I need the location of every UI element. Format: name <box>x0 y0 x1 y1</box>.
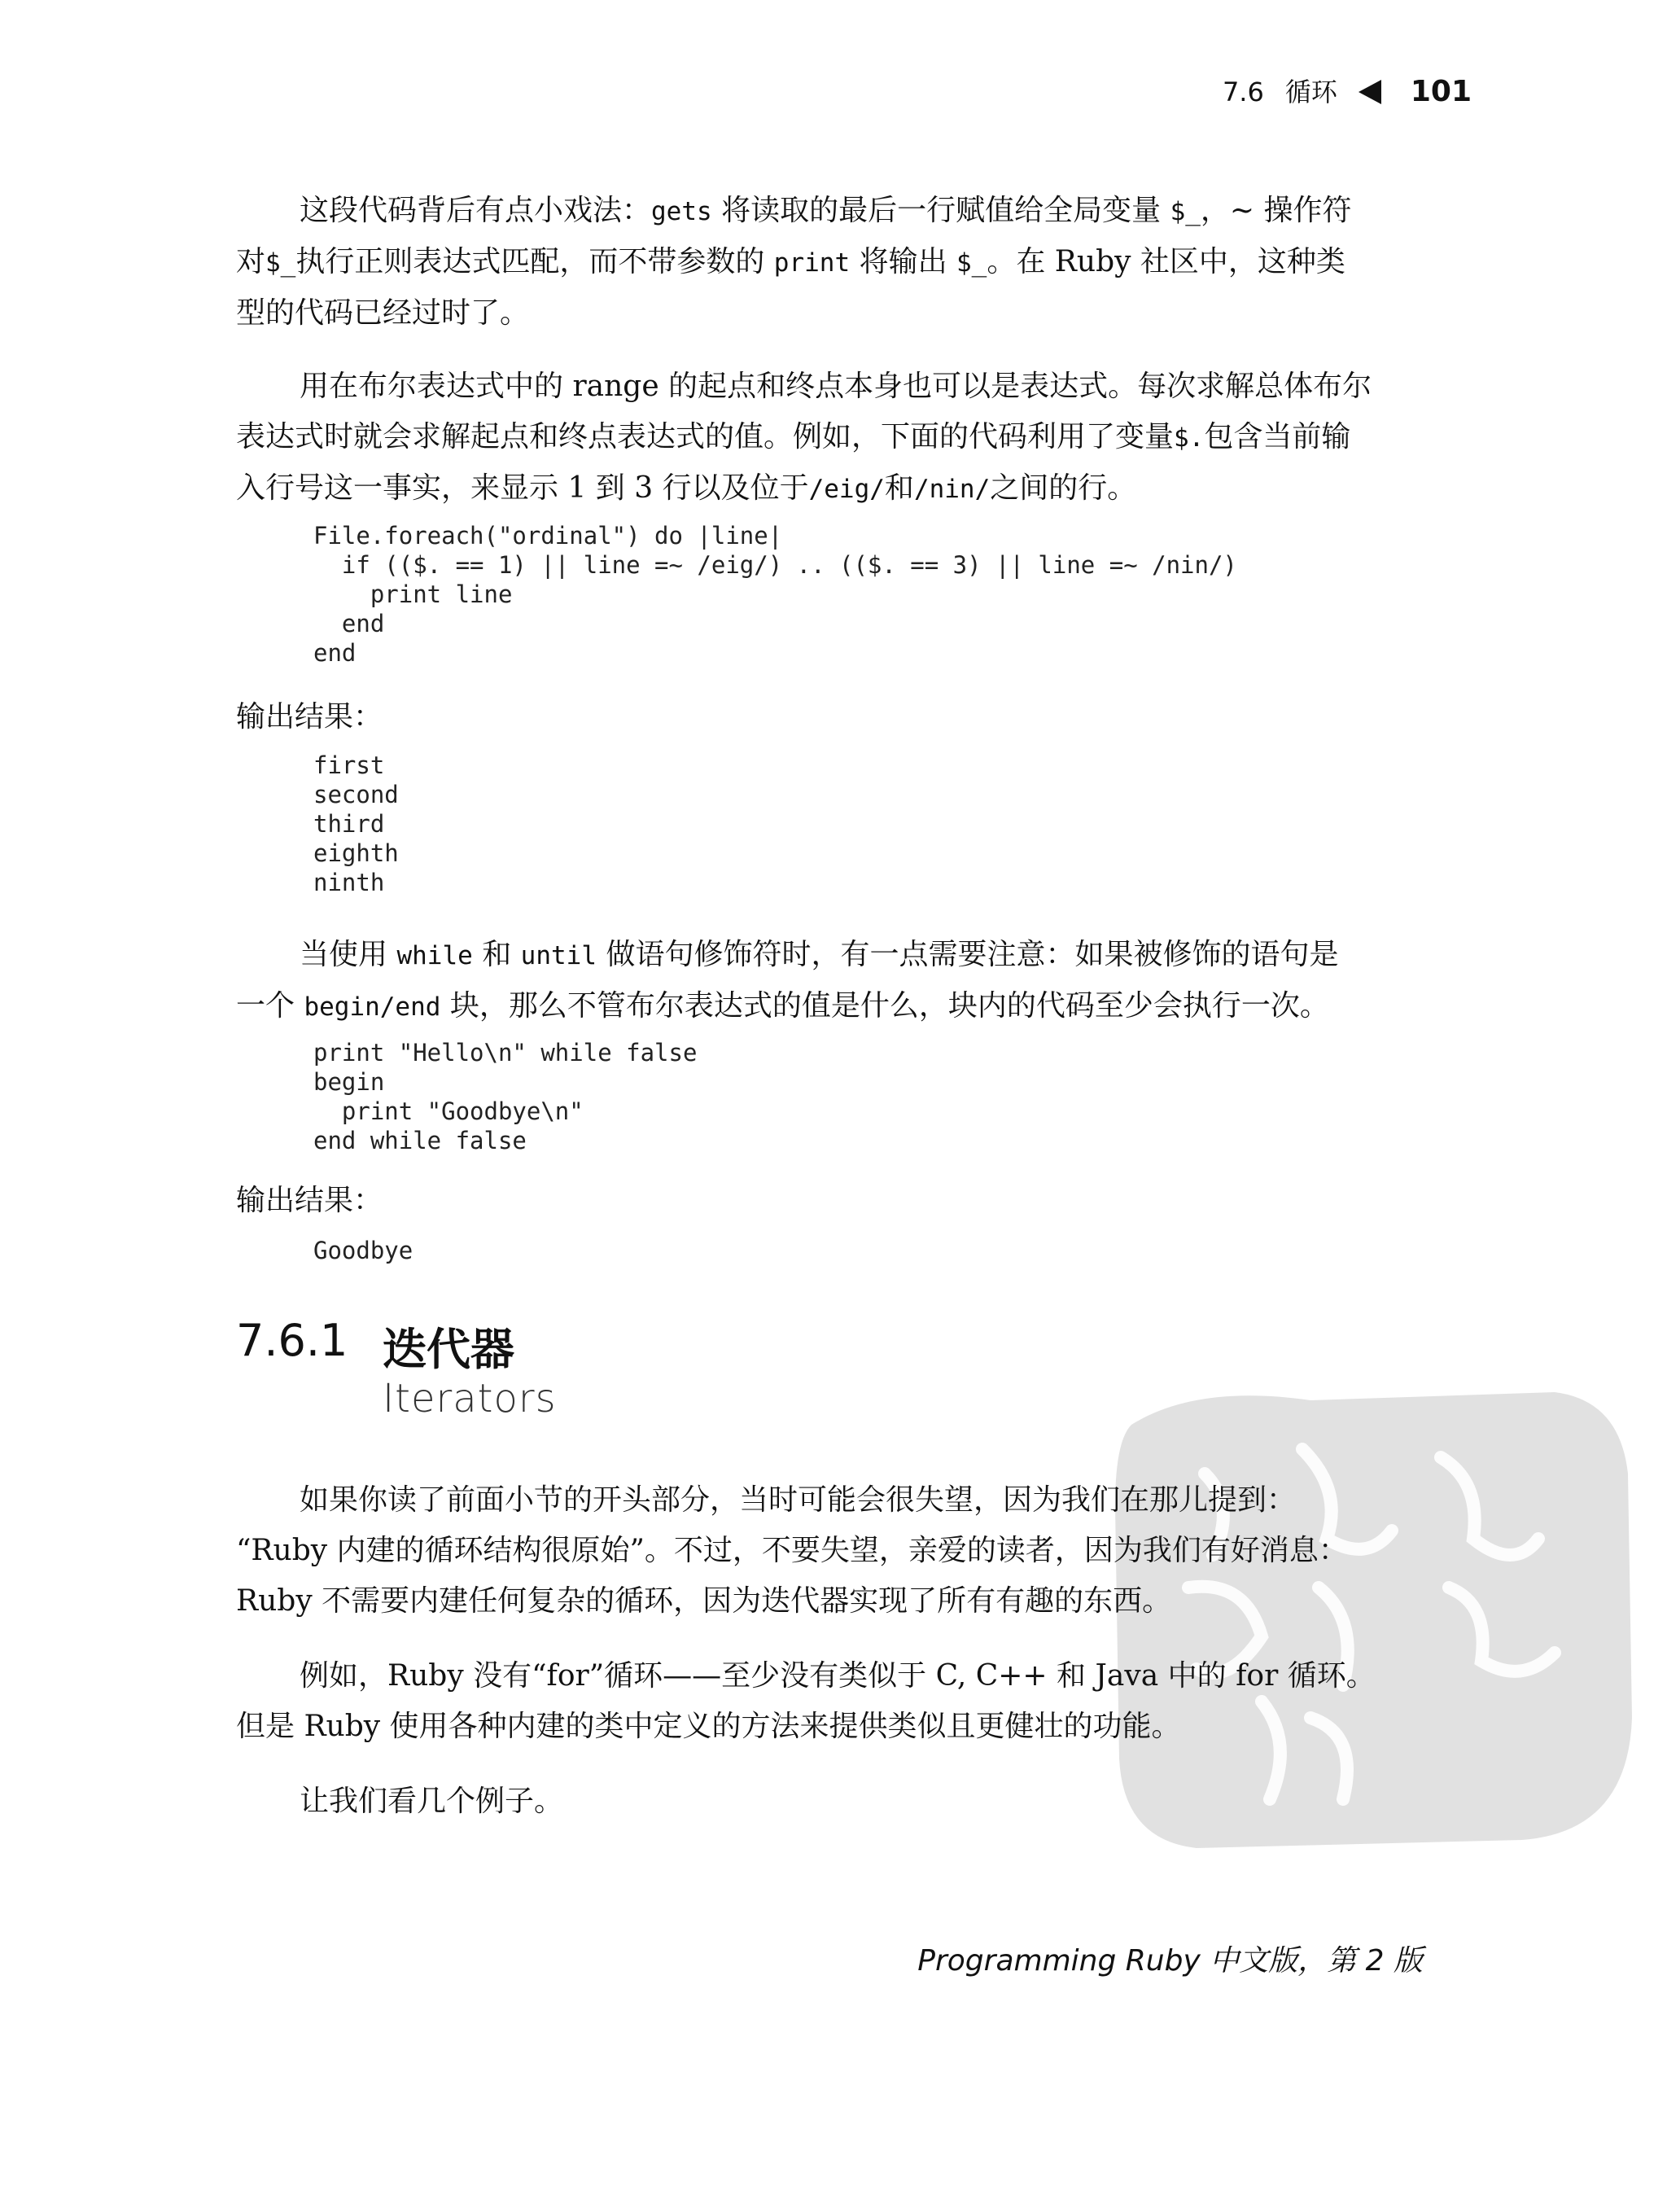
paragraph-3-line-1 <box>236 930 1424 981</box>
inline-code: $_ <box>956 248 987 278</box>
text-run: 块，那么不管布尔表达式的值是什么，块内的代码至少会执行一次。 <box>440 989 1329 1023</box>
header-section-title: 循环 <box>1284 77 1337 107</box>
text-run: 和 <box>884 471 914 505</box>
text-run: 一个 <box>236 989 304 1023</box>
paragraph-2-line-2 <box>236 412 1424 463</box>
inline-code: /eig/ <box>808 475 885 504</box>
text-run: 做语句修饰符时，有一点需要注意：如果被修饰的语句是 <box>597 938 1339 971</box>
text-run: 将读取的最后一行赋值给全局变量 <box>711 194 1170 227</box>
output-block-2: Goodbye <box>313 1237 413 1264</box>
text-run: 执行正则表达式匹配，而不带参数的 <box>295 245 774 278</box>
section-subtitle: Iterators <box>383 1376 557 1421</box>
text-run: 包含当前输 <box>1204 420 1351 453</box>
inline-code: $. <box>1174 423 1205 453</box>
text-run: 和 <box>472 938 521 971</box>
paragraph-6-line-1: 让我们看几个例子。 <box>300 1785 564 1818</box>
paragraph-4-line-3: Ruby 不需要内建任何复杂的循环，因为迭代器实现了所有有趣的东西。 <box>236 1584 1172 1618</box>
inline-code: print <box>773 248 851 278</box>
paragraph-5-line-2: 但是 Ruby 使用各种内建的类中定义的方法来提供类似且更健壮的功能。 <box>236 1710 1181 1743</box>
page-number: 101 <box>1410 75 1472 108</box>
paragraph-1 <box>236 186 1424 339</box>
running-header <box>1223 72 1472 109</box>
paragraph-1-line-3: 型的代码已经过时了。 <box>236 296 530 330</box>
inline-code: /nin/ <box>913 475 991 504</box>
paragraph-3 <box>236 930 1424 1032</box>
inline-code: while <box>396 941 473 970</box>
text-run: 这段代码背后有点小戏法： <box>300 194 652 227</box>
output-label-1: 输出结果： <box>236 700 383 734</box>
paragraph-5-line-1: 例如，Ruby 没有“for”循环——至少没有类似于 C, C++ 和 Java 中的 for 循环。 <box>300 1659 1376 1693</box>
inline-code: gets <box>651 197 712 226</box>
inline-code: until <box>520 941 597 970</box>
text-run: 之间的行。 <box>990 471 1137 505</box>
output-label-2: 输出结果： <box>236 1184 383 1217</box>
inline-code: $_ <box>265 248 296 278</box>
output-block-1: first second third eighth ninth <box>313 751 399 896</box>
text-run: 当使用 <box>300 938 397 971</box>
header-section-number: 7.6 <box>1222 77 1264 107</box>
paragraph-4-line-2: “Ruby 内建的循环结构很原始”。不过，不要失望，亲爱的读者，因为我们有好消息： <box>236 1534 1348 1567</box>
inline-code: $_ <box>1170 197 1201 226</box>
running-footer: Programming Ruby 中文版，第 2 版 <box>917 1944 1423 1978</box>
paragraph-2 <box>236 361 1424 515</box>
paragraph-1-line-1 <box>236 186 1424 237</box>
text-run: ，~ 操作符 <box>1200 194 1352 227</box>
paragraph-3-line-2 <box>236 981 1424 1032</box>
text-run: 表达式时就会求解起点和终点表达式的值。例如，下面的代码利用了变量 <box>236 420 1175 453</box>
text-run: 入行号这一事实，来显示 1 到 3 行以及位于 <box>236 471 809 505</box>
inline-code: begin/end <box>304 992 441 1022</box>
text-run: 将输出 <box>850 245 957 278</box>
paragraph-4 <box>236 1475 1424 1627</box>
text-run: 对 <box>236 245 266 278</box>
code-block-2: print "Hello\n" while false begin print "Goodbye\n" end while false <box>313 1039 698 1154</box>
code-block-1: File.foreach("ordinal") do |line| if (($. == 1) || line =~ /eig/) .. (($. == 3) || line =~ /nin/) print line end end <box>313 522 1237 667</box>
paragraph-2-line-1: 用在布尔表达式中的 range 的起点和终点本身也可以是表达式。每次求解总体布尔 <box>300 370 1372 403</box>
paragraph-5 <box>236 1651 1424 1752</box>
paragraph-1-line-2 <box>236 237 1424 288</box>
paragraph-2-line-3 <box>236 463 1424 515</box>
section-title: 迭代器 <box>383 1324 514 1375</box>
section-number: 7.6.1 <box>236 1315 348 1366</box>
triangle-marker-icon <box>1359 80 1381 104</box>
paragraph-6 <box>236 1776 1424 1827</box>
paragraph-4-line-1: 如果你读了前面小节的开头部分，当时可能会很失望，因为我们在那儿提到： <box>300 1483 1297 1517</box>
text-run: 。在 Ruby 社区中，这种类 <box>987 245 1345 278</box>
